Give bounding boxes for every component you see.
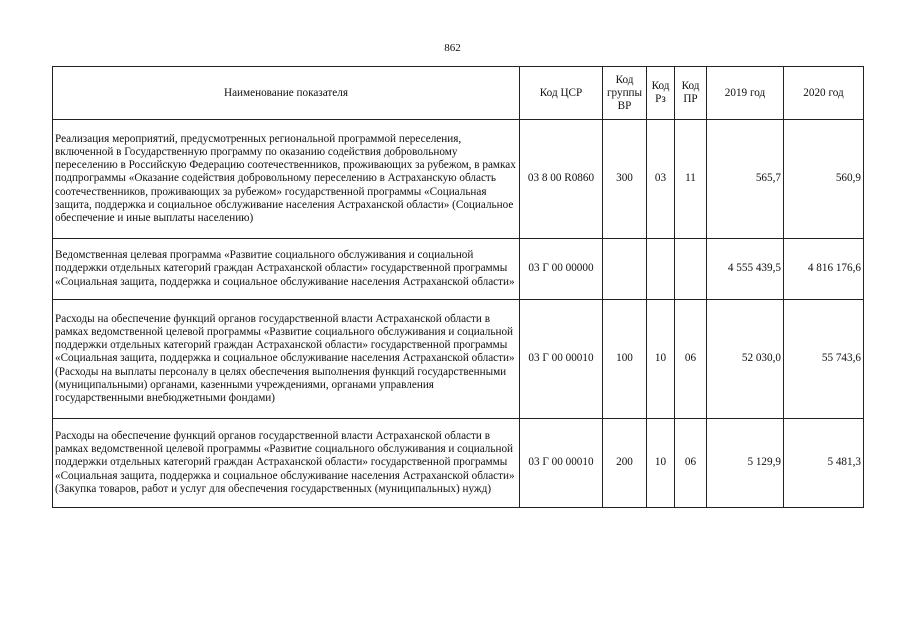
row-2019-amount: 5 129,9 — [707, 419, 784, 508]
row-csr-code: 03 Г 00 00010 — [520, 300, 603, 419]
row-name: Расходы на обеспечение функций органов государственной власти Астраханской области в рамках ведомственной целевой программы «Развитие социального обслуживания и социальной поддержки отдельных категорий граждан Астраханской области» государственной программы «Социальная защита, поддержка и социальное обслуживание населения Астраханской области» (Закупка товаров, работ и услуг для обеспечения государственных (муниципальных) нужд) — [53, 419, 520, 508]
row-2019-amount: 4 555 439,5 — [707, 239, 784, 300]
row-2019-amount: 52 030,0 — [707, 300, 784, 419]
row-pr-code: 06 — [675, 300, 707, 419]
row-2020-amount: 4 816 176,6 — [784, 239, 864, 300]
header-rz-code: Код Рз — [647, 67, 675, 120]
header-pr-code: Код ПР — [675, 67, 707, 120]
table-row — [53, 239, 864, 300]
header-2020: 2020 год — [784, 67, 864, 120]
row-name: Реализация мероприятий, предусмотренных региональной программой переселения, включенной в Государственную программу по оказанию содействия добровольному переселению в Российскую Федерацию соотечественников, проживающих за рубежом, в рамках подпрограммы «Оказание содействия добровольному переселению в Астраханскую область соотечественников, проживающих за рубежом» государственной программы «Социальная защита, поддержка и социальное обслуживание населения Астраханской области» (Социальное обеспечение и иные выплаты населению) — [53, 120, 520, 239]
table-row — [53, 419, 864, 508]
row-vr-code: 200 — [603, 419, 647, 508]
row-name: Ведомственная целевая программа «Развитие социального обслуживания и социальной поддержки отдельных категорий граждан Астраханской области» государственной программы «Социальная защита, поддержка и социальное обслуживание населения Астраханской области» — [53, 239, 520, 300]
row-2020-amount: 560,9 — [784, 120, 864, 239]
row-name: Расходы на обеспечение функций органов государственной власти Астраханской области в рамках ведомственной целевой программы «Развитие социального обслуживания и социальной поддержки отдельных категорий граждан Астраханской области» государственной программы «Социальная защита, поддержка и социальное обслуживание населения Астраханской области» (Расходы на выплаты персоналу в целях обеспечения выполнения функций государственными (муниципальными) органами, казенными учреждениями, органами управления государственными внебюджетными фондами) — [53, 300, 520, 419]
row-pr-code: 11 — [675, 120, 707, 239]
row-2020-amount: 55 743,6 — [784, 300, 864, 419]
row-2019-amount: 565,7 — [707, 120, 784, 239]
row-csr-code: 03 Г 00 00000 — [520, 239, 603, 300]
header-2019: 2019 год — [707, 67, 784, 120]
row-pr-code: 06 — [675, 419, 707, 508]
row-csr-code: 03 8 00 R0860 — [520, 120, 603, 239]
row-pr-code — [675, 239, 707, 300]
row-rz-code: 10 — [647, 419, 675, 508]
header-name: Наименование показателя — [53, 67, 520, 120]
row-rz-code: 03 — [647, 120, 675, 239]
budget-table — [52, 66, 864, 508]
row-vr-code: 100 — [603, 300, 647, 419]
row-vr-code — [603, 239, 647, 300]
page-number: 862 — [444, 42, 461, 54]
table-header-row — [53, 67, 864, 120]
row-rz-code — [647, 239, 675, 300]
header-vr-code: Код группы ВР — [603, 67, 647, 120]
header-csr-code: Код ЦСР — [520, 67, 603, 120]
row-rz-code: 10 — [647, 300, 675, 419]
row-2020-amount: 5 481,3 — [784, 419, 864, 508]
table-row — [53, 300, 864, 419]
table-row — [53, 120, 864, 239]
row-csr-code: 03 Г 00 00010 — [520, 419, 603, 508]
row-vr-code: 300 — [603, 120, 647, 239]
